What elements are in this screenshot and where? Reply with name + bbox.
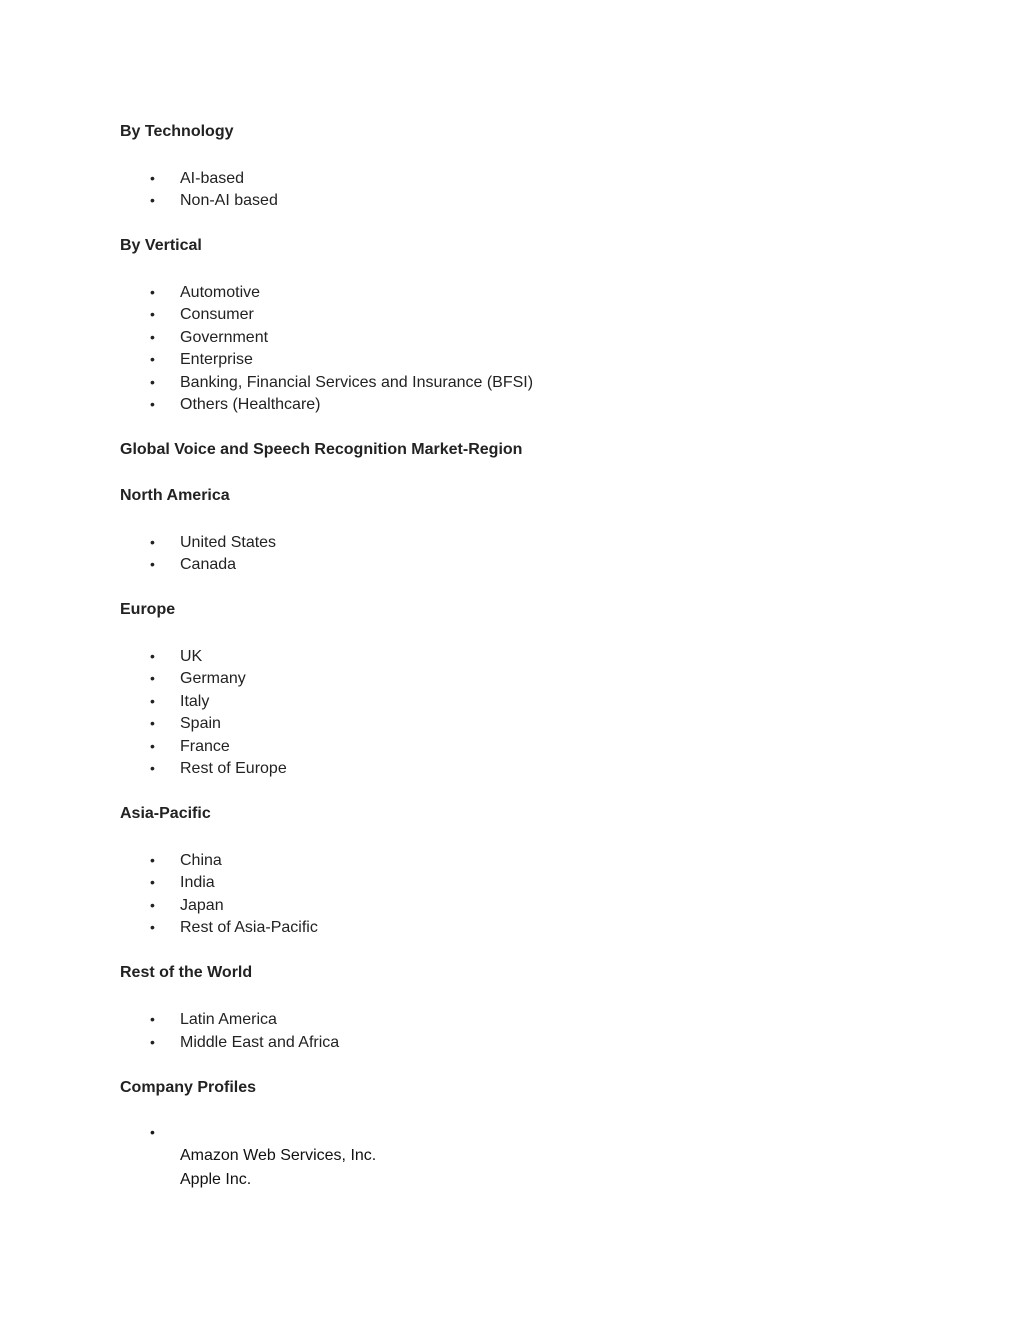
section-heading-asia-pacific: Asia-Pacific (120, 805, 211, 822)
list-item: • China (150, 852, 222, 869)
list-item: • Non-AI based (150, 192, 278, 209)
bullet-icon: • (150, 738, 155, 754)
section-heading-company-profiles: Company Profiles (120, 1079, 257, 1096)
section-heading-region: Global Voice and Speech Recognition Market-Region (120, 441, 523, 458)
section-heading-north-america: North America (120, 487, 230, 504)
company-name: Amazon Web Services, Inc. (180, 1147, 377, 1164)
list-item: • Middle East and Africa (150, 1034, 340, 1051)
bullet-icon: • (150, 351, 155, 367)
list-item: • Consumer (150, 306, 254, 323)
bullet-icon: • (150, 306, 155, 322)
section-heading-rest-of-world: Rest of the World (120, 964, 253, 981)
bullet-icon: • (150, 284, 155, 300)
bullet-icon: • (150, 760, 155, 776)
list-item: • Government (150, 329, 269, 346)
bullet-icon: • (150, 556, 155, 572)
bullet-icon: • (150, 329, 155, 345)
list-item: • France (150, 738, 230, 755)
bullet-icon: • (150, 396, 155, 412)
bullet-icon: • (150, 374, 155, 390)
bullet-icon: • (150, 192, 155, 208)
list-item: • Automotive (150, 284, 261, 301)
bullet-icon: • (150, 1034, 155, 1050)
bullet-icon: • (150, 919, 155, 935)
list-item: • Germany (150, 670, 246, 687)
bullet-icon: • (150, 852, 155, 868)
list-item: • India (150, 874, 215, 891)
list-item: • Latin America (150, 1011, 277, 1028)
list-item: • United States (150, 534, 277, 551)
bullet-icon: • (150, 693, 155, 709)
company-name: Apple Inc. (180, 1171, 252, 1188)
section-heading-by-technology: By Technology (120, 123, 234, 140)
list-item: • Banking, Financial Services and Insurance (BFSI) (150, 374, 534, 391)
bullet-icon: • (150, 1011, 155, 1027)
bullet-icon: • (150, 715, 155, 731)
list-item: • Enterprise (150, 351, 253, 368)
list-item: • Rest of Asia-Pacific (150, 919, 318, 936)
bullet-icon: • (150, 1124, 155, 1140)
list-item: • Japan (150, 897, 224, 914)
list-item: • Canada (150, 556, 237, 573)
list-item: • Spain (150, 715, 221, 732)
list-item: • Others (Healthcare) (150, 396, 321, 413)
bullet-icon: • (150, 897, 155, 913)
bullet-icon: • (150, 534, 155, 550)
bullet-icon: • (150, 874, 155, 890)
bullet-icon: • (150, 170, 155, 186)
list-item: • UK (150, 648, 203, 665)
bullet-icon: • (150, 648, 155, 664)
list-item: • AI-based (150, 170, 245, 187)
list-item: • Rest of Europe (150, 760, 287, 777)
section-heading-europe: Europe (120, 601, 176, 618)
list-item: • Italy (150, 693, 210, 710)
section-heading-by-vertical: By Vertical (120, 237, 202, 254)
bullet-icon: • (150, 670, 155, 686)
